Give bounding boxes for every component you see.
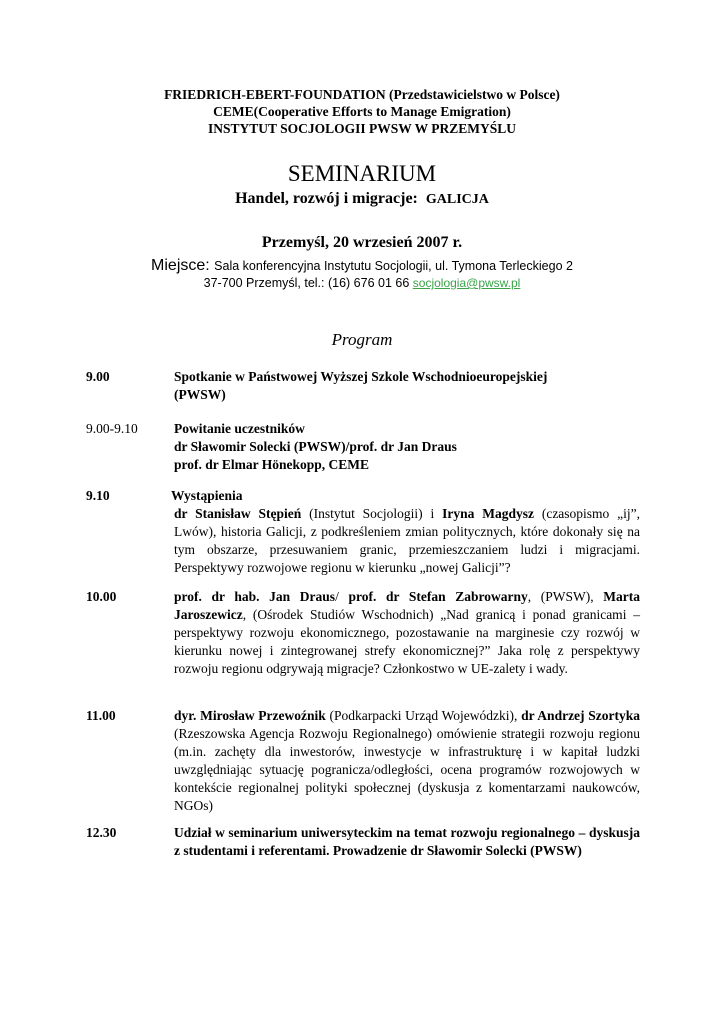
document-subtitle [0, 189, 724, 210]
program-line: prof. dr Elmar Hönekopp, CEME [174, 457, 370, 472]
program-line: Spotkanie w Państwowej Wyższej Szkole Wschodnioeuropejskiej [174, 369, 548, 384]
address-text: 37-700 Przemyśl, tel.: (16) 676 01 66 [203, 276, 410, 290]
program-section-head: Wystąpienia [171, 488, 243, 503]
program-line: dr Sławomir Solecki (PWSW)/prof. dr Jan Draus [174, 439, 457, 454]
program-line: Powitanie uczestników [174, 421, 305, 436]
program-content [174, 420, 640, 474]
speaker-name: Marta Jaroszewicz [174, 589, 640, 622]
speaker-affiliation: (Instytut Socjologii) i [301, 506, 443, 521]
program-content [174, 368, 640, 404]
venue-text: Sala konferencyjna Instytutu Socjologii, ul. Tymona Terleckiego 2 [214, 259, 573, 273]
talk-description: , (Ośrodek Studiów Wschodnich) „Nad granicą i ponad granicami – perspektywy rozwoju ekonomicznego, pozostawanie na marginesie czy rozwój w kierunku nowej i zintegrowanej strefy ekonomicznej?” Jaka rolę z perspektywy rozwoju regionu odgrywają migracje? Członkostwo w UE-zalety i wady. [174, 607, 640, 676]
speaker-name: prof. dr hab. Jan Draus [174, 589, 336, 604]
program-heading: Program [331, 330, 393, 349]
program-content [171, 487, 641, 577]
subtitle-text: Handel, rozwój i migracje: [235, 190, 418, 207]
program-content [174, 588, 640, 678]
program-content [174, 707, 640, 815]
program-time: 12.30 [86, 825, 117, 840]
event-date: Przemyśl, 20 wrzesień 2007 r. [261, 234, 463, 251]
talk-description: (czasopismo „ij”, Lwów), historia Galicji, z podkreśleniem zmian politycznych, które dokonały się na tym obszarze, przesuwaniem granic, przemieszczaniem ludzi i migracjami. Perspektywy rozwojowe regionu w kierunku „nowej Galicji”? [174, 506, 641, 575]
email-link[interactable]: socjologia@pwsw.pl [412, 276, 521, 290]
program-line: (PWSW) [174, 387, 226, 402]
subtitle-region: GALICJA [425, 192, 489, 207]
program-time: 9.00-9.10 [86, 421, 138, 436]
speaker-name: prof. dr Stefan Zabrowarny [348, 589, 528, 604]
document-title: SEMINARIUM [287, 161, 437, 186]
venue-address [0, 275, 724, 292]
program-time: 10.00 [86, 589, 117, 604]
org-line-institute: INSTYTUT SOCJOLOGII PWSW W PRZEMYŚLU [207, 121, 517, 136]
speaker-name: dyr. Mirosław Przewoźnik [174, 708, 326, 723]
speaker-affiliation: , (PWSW), [527, 589, 604, 604]
program-time: 9.10 [86, 488, 110, 503]
speaker-affiliation: (Podkarpacki Urząd Wojewódzki), [325, 708, 522, 723]
org-line-fes: FRIEDRICH-EBERT-FOUNDATION (Przedstawicielstwo w Polsce) [164, 87, 560, 102]
venue-label: Miejsce: [151, 257, 210, 274]
program-content: Udział w seminarium uniwersyteckim na temat rozwoju regionalnego – dyskusja z studentami i referentami. Prowadzenie dr Sławomir Solecki (PWSW) [174, 825, 640, 858]
program-time: 9.00 [86, 369, 110, 384]
speaker-name: dr Andrzej Szortyka [521, 708, 640, 723]
program-time: 11.00 [86, 708, 116, 723]
talk-description: (Rzeszowska Agencja Rozwoju Regionalnego) omówienie strategii rozwoju regionu (m.in. zachęty dla inwestorów, inwestycje w infrastrukturę i w kapitał ludzki uwzględniając sytuację pograniczа/odległości, ocena programów rozwojowych w kontekście regionalnej polityki społecznej (dyskusja z komentarzami naukowców, NGOs) [174, 726, 640, 813]
speaker-separator: / [335, 589, 349, 604]
org-line-ceme: CEME(Cooperative Efforts to Manage Emigration) [213, 104, 511, 119]
venue [0, 256, 724, 276]
speaker-name: dr Stanisław Stępień [174, 506, 302, 521]
speaker-name: Iryna Magdysz [442, 506, 534, 521]
